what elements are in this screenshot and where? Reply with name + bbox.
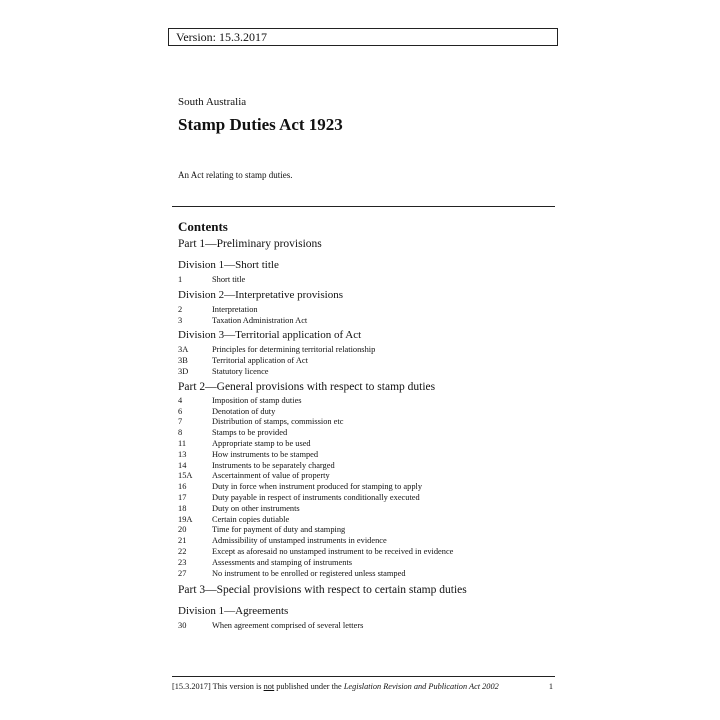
toc-item [178, 428, 558, 439]
divider-rule [172, 206, 555, 207]
toc-item-number: 3A [178, 345, 189, 355]
toc-part-1: Part 1—Preliminary provisions [178, 238, 322, 250]
toc-item [178, 482, 558, 493]
toc-item [178, 417, 558, 428]
toc-item-number: 1 [178, 275, 183, 284]
toc-division-heading: Division 2—Interpretative provisions [178, 288, 343, 301]
toc-item-title: Duty on other instruments [212, 503, 300, 513]
toc-item-number: 3 [178, 315, 183, 325]
toc-item-number: 3D [178, 366, 189, 376]
toc-item [178, 345, 558, 356]
toc-item-title: Time for payment of duty and stamping [212, 525, 346, 535]
contents-heading: Contents [178, 219, 228, 234]
toc-item [178, 504, 558, 515]
toc-item-title: Stamps to be provided [212, 428, 288, 438]
toc-item [178, 558, 558, 569]
footer-text: published under the [276, 682, 342, 691]
toc-item [178, 316, 558, 327]
toc-part-2: Part 2—General provisions with respect to stamp duties [178, 380, 436, 393]
toc-item-title: Short title [212, 275, 246, 284]
toc-division-heading: Division 1—Short title [178, 259, 279, 271]
toc-item-title: Statutory licence [212, 366, 269, 376]
footer-date: [15.3.2017] [172, 682, 211, 691]
act-title: Stamp Duties Act 1923 [178, 115, 343, 134]
toc-item-title: How instruments to be stamped [212, 449, 319, 459]
toc-item-title: Distribution of stamps, commission etc [212, 417, 344, 427]
toc-item-number: 7 [178, 417, 183, 427]
toc-item [178, 536, 558, 547]
table-of-contents [178, 238, 558, 632]
toc-item-title: Principles for determining territorial relationship [212, 345, 376, 355]
toc-item-number: 3B [178, 356, 188, 366]
toc-item-title: When agreement comprised of several letters [212, 621, 364, 631]
toc-item [178, 493, 558, 504]
toc-item-title: Duty in force when instrument produced for stamping to apply [212, 482, 423, 492]
toc-item-number: 8 [178, 428, 183, 438]
toc-item [178, 305, 558, 316]
toc-item-title: Admissibility of unstamped instruments in evidence [212, 536, 387, 546]
toc-item [178, 621, 558, 632]
toc-item-title: No instrument to be enrolled or registered unless stamped [212, 568, 406, 578]
toc-item-title: Interpretation [212, 304, 258, 314]
toc-item [178, 569, 558, 580]
toc-item-list [178, 275, 558, 286]
version-box: Version: 15.3.2017 [168, 28, 558, 46]
toc-item-title: Taxation Administration Act [212, 315, 308, 325]
toc-item-title: Imposition of stamp duties [212, 395, 302, 405]
toc-item-list [178, 396, 558, 580]
toc-item-number: 14 [178, 460, 187, 470]
toc-item-title: Territorial application of Act [212, 356, 308, 366]
footer-act-reference: Legislation Revision and Publication Act 2002 [343, 682, 499, 691]
toc-item-list [178, 345, 558, 377]
footer-not-word: not [263, 682, 275, 691]
toc-item [178, 525, 558, 536]
toc-division-heading: Division 3—Territorial application of Act [178, 329, 362, 342]
toc-item-title: Assessments and stamping of instruments [212, 557, 353, 567]
toc-item-number: 2 [178, 304, 183, 314]
jurisdiction: South Australia [178, 96, 247, 108]
page-footer [172, 676, 555, 691]
toc-item [178, 471, 558, 482]
toc-item [178, 547, 558, 558]
long-title: An Act relating to stamp duties. [178, 170, 293, 180]
toc-item-number: 16 [178, 482, 187, 492]
toc-item-number: 23 [178, 557, 187, 567]
toc-item-title: Appropriate stamp to be used [212, 438, 311, 448]
toc-division-heading: Division 1—Agreements [178, 605, 289, 618]
toc-item-number: 19A [178, 514, 193, 524]
toc-item-number: 15A [178, 471, 193, 481]
toc-item-number: 30 [178, 621, 187, 631]
toc-item-list [178, 305, 558, 327]
toc-item-title: Except as aforesaid no unstamped instrument to be received in evidence [212, 546, 454, 556]
toc-item [178, 275, 558, 286]
toc-item-number: 17 [178, 492, 187, 502]
toc-item-title: Certain copies dutiable [212, 514, 290, 524]
toc-item-number: 18 [178, 503, 187, 513]
toc-item-number: 13 [178, 449, 187, 459]
toc-item-number: 4 [178, 395, 183, 405]
toc-item-number: 22 [178, 546, 187, 556]
toc-item-title: Instruments to be separately charged [212, 460, 335, 470]
toc-item-number: 21 [178, 536, 187, 546]
toc-item-list [178, 621, 558, 632]
toc-item-number: 27 [178, 568, 187, 578]
toc-item-number: 11 [178, 438, 187, 448]
footer-text: This version is [212, 682, 262, 691]
toc-part-3: Part 3—Special provisions with respect to certain stamp duties [178, 584, 467, 597]
toc-item [178, 450, 558, 461]
toc-item [178, 461, 558, 472]
toc-item [178, 439, 558, 450]
toc-item-title: Duty payable in respect of instruments conditionally executed [212, 492, 420, 502]
toc-item [178, 356, 558, 367]
toc-item [178, 407, 558, 418]
toc-item-title: Denotation of duty [212, 406, 276, 416]
toc-item-number: 6 [178, 406, 183, 416]
toc-item [178, 515, 558, 526]
page-number: 1 [548, 682, 553, 691]
toc-item [178, 396, 558, 407]
toc-item-number: 20 [178, 525, 187, 535]
toc-item-title: Ascertainment of value of property [212, 471, 330, 481]
toc-item [178, 367, 558, 378]
